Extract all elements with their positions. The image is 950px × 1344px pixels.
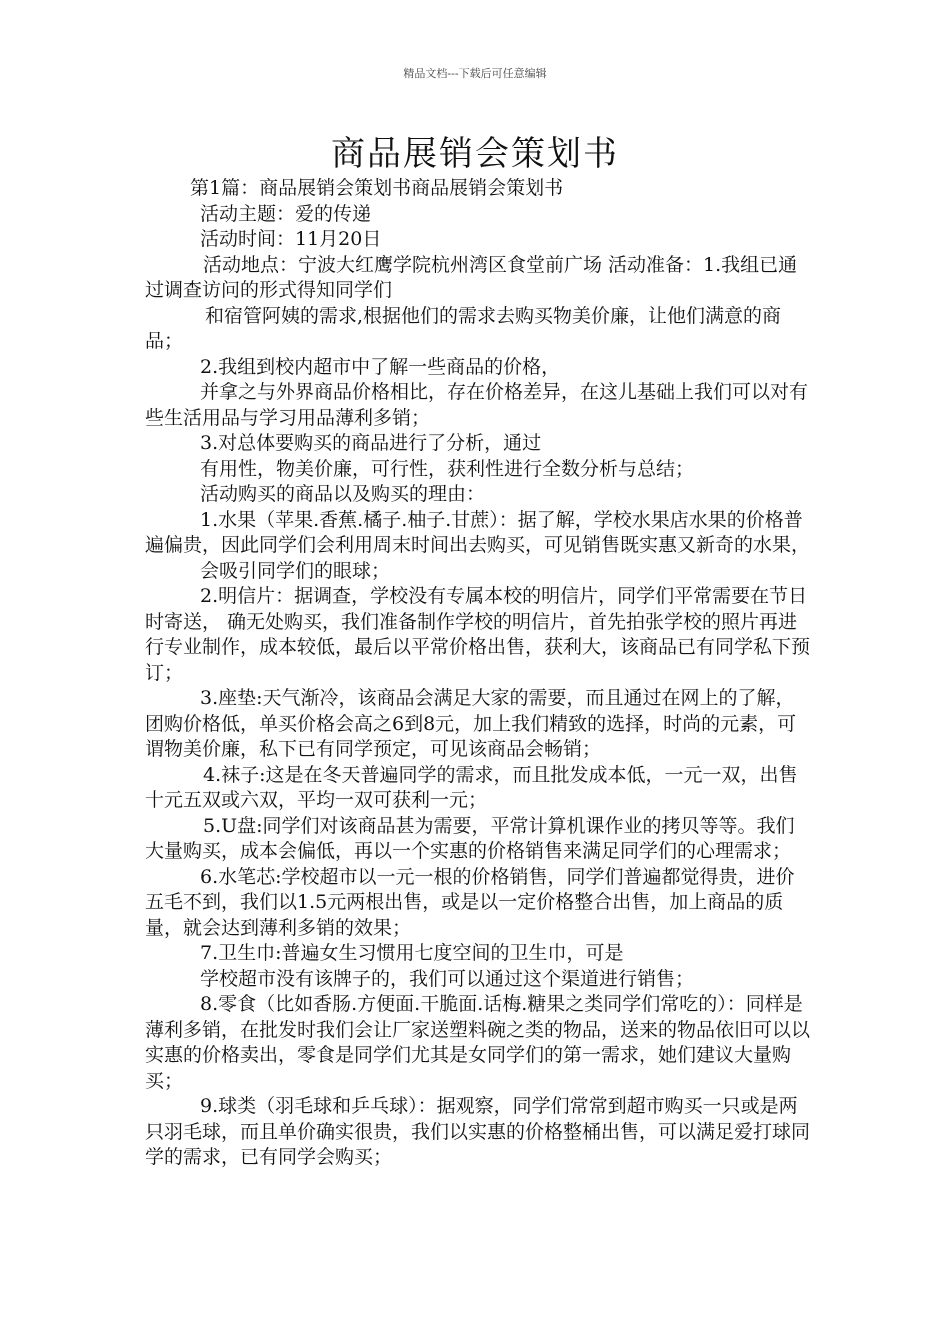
paragraph-time: 活动时间：11月20日 [200, 228, 382, 250]
paragraph-location: 活动地点：宁波大红鹰学院杭州湾区食堂前广场 活动准备：1.我组已通过调查访问的形式得知同学们 [145, 253, 798, 301]
paragraph-theme: 活动主题：爱的传递 [200, 202, 372, 225]
document-body [145, 176, 810, 1171]
paragraph-body: 有用性，物美价廉，可行性，获利性进行全数分析与总结； [200, 457, 695, 480]
paragraph-item-fruit: 1.水果（苹果.香蕉.橘子.柚子.甘蔗）：据了解，学校水果店水果的价格普遍偏贵，因此同学们会利用周末时间出去购买，可见销售既实惠又新奇的水果， [145, 508, 811, 556]
paragraph-chapter-heading: 第1篇：商品展销会策划书商品展销会策划书 [190, 177, 564, 199]
paragraph-body: 和宿管阿姨的需求,根据他们的需求去购买物美价廉，让他们满意的商品； [145, 304, 782, 352]
paragraph-item-usb: 5.U盘:同学们对该商品甚为需要，平常计算机课作业的拷贝等等。我们大量购买，成本会偏低，再以一个实惠的价格销售来满足同学们的心理需求； [145, 814, 795, 862]
header-watermark: 精品文档---下载后可任意编辑 [403, 67, 547, 80]
paragraph-item-postcard: 2.明信片：据调查，学校没有专属本校的明信片，同学们平常需要在节日时寄送， 确无处购买，我们准备制作学校的明信片，首先拍张学校的照片再进行专业制作，成本较低，最后以平常价格出售，获利大，该商品已有同学私下预订； [145, 585, 811, 684]
paragraph-body: 学校超市没有该牌子的，我们可以通过这个渠道进行销售； [200, 967, 695, 990]
paragraph-item-sanitary: 7.卫生巾:普遍女生习惯用七度空间的卫生巾，可是 [200, 942, 624, 964]
document-title: 商品展销会策划书 [331, 134, 619, 174]
paragraph-item-socks: 4.袜子:这是在冬天普遍同学的需求，而且批发成本低，一元一双，出售十元五双或六双，平均一双可获利一元； [145, 763, 798, 811]
paragraph-item-snacks: 8.零食（比如香肠.方便面.干脆面.话梅.糖果之类同学们常吃的）：同样是薄利多销，在批发时我们会让厂家送塑料碗之类的物品，送来的物品依旧可以以实惠的价格卖出，零食是同学们尤其是女同学们的第一需求，她们建议大量购买； [145, 993, 811, 1092]
paragraph-body: 2.我组到校内超市中了解一些商品的价格， [200, 355, 561, 378]
paragraph-body: 会吸引同学们的眼球； [200, 559, 391, 582]
paragraph-body: 并拿之与外界商品价格相比，存在价格差异，在这儿基础上我们可以对有些生活用品与学习用品薄利多销； [145, 381, 809, 429]
paragraph-item-balls: 9.球类（羽毛球和乒乓球）：据观察，同学们常常到超市购买一只或是两只羽毛球，而且单价确实很贵，我们以实惠的价格整桶出售，可以满足爱打球同学的需求，已有同学会购买； [145, 1095, 811, 1168]
paragraph-item-cushion: 3.座垫:天气渐冷，该商品会满足大家的需要，而且通过在网上的了解，团购价格低，单买价格会高之6到8元，加上我们精致的选择，时尚的元素，可谓物美价廉，私下已有同学预定，可见该商品会畅销； [145, 687, 797, 760]
paragraph-body: 3.对总体要购买的商品进行了分析，通过 [200, 432, 542, 454]
paragraph-item-pen-refill: 6.水笔芯:学校超市以一元一根的价格销售，同学们普遍都觉得贵，进价五毛不到，我们以1.5元两根出售，或是以一定价格整合出售，加上商品的质量，就会达到薄利多销的效果； [145, 865, 795, 939]
paragraph-body: 活动购买的商品以及购买的理由： [200, 483, 486, 505]
